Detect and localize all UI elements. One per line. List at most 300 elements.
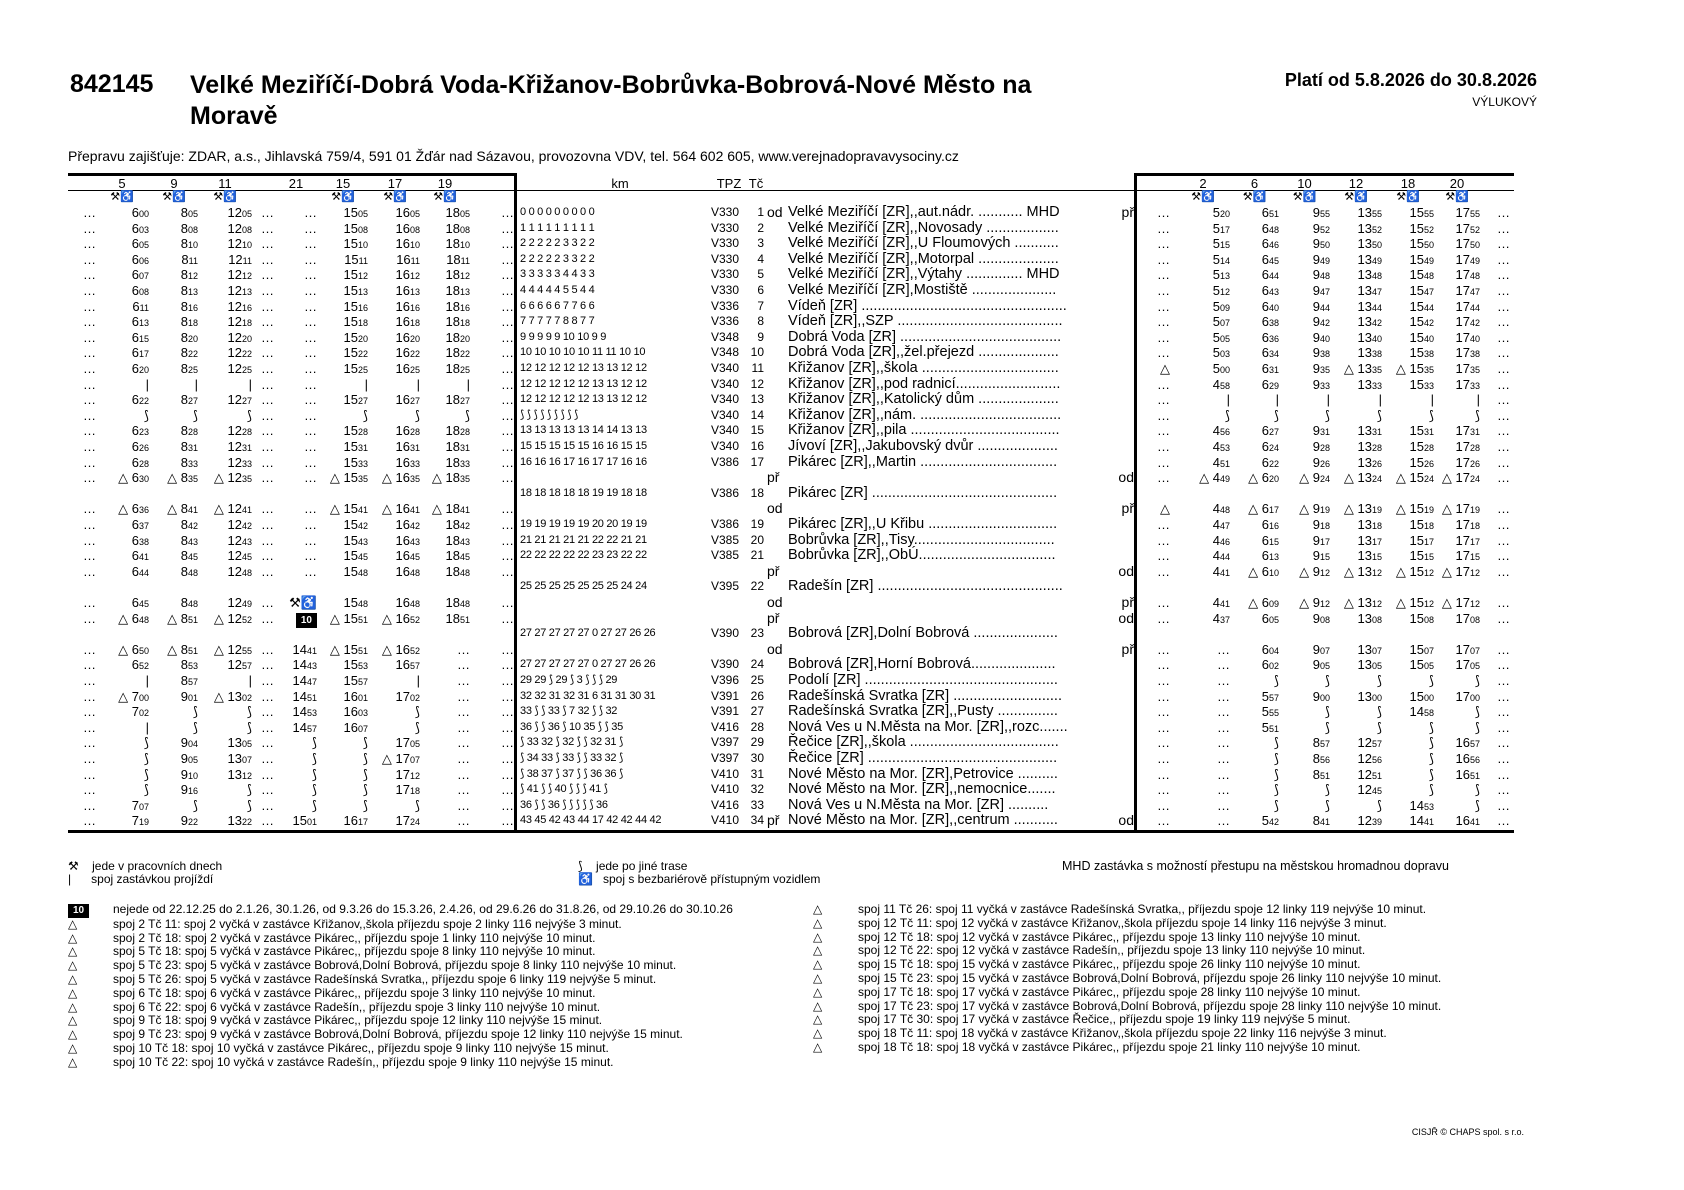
minute: 26: [138, 443, 149, 453]
footnote: [68, 932, 778, 946]
symbol: …: [261, 376, 274, 392]
time-cell: [470, 345, 514, 361]
hour: 4: [1212, 563, 1220, 579]
minute: 36: [138, 505, 149, 516]
stop-name: Nová Ves u N.Města na Mor. [ZR],,rozc.......: [788, 718, 1068, 735]
time-cell: [470, 299, 514, 315]
minute: 22: [241, 817, 252, 828]
service-code-icon: ⚒♿: [1292, 191, 1317, 203]
symbol: …: [457, 766, 470, 782]
time-cell: [1382, 564, 1434, 582]
footnote-text: spoj 5 Tč 23: spoj 5 vyčká v zastávce Bobrová,Dolní Bobrová, příjezdu spoje 8 linky 110 nejvýše 10 minut.: [113, 958, 677, 973]
hour: 9: [1312, 251, 1320, 267]
minute: 56: [1319, 755, 1330, 765]
hour: 9: [1312, 610, 1320, 626]
symbol: …: [501, 220, 514, 236]
hour: 16: [396, 251, 411, 267]
minute: 28: [1319, 443, 1330, 453]
hour: 9: [1312, 548, 1320, 564]
time-cell: [1382, 767, 1434, 783]
hour: 12: [227, 423, 242, 439]
service-code-icon: ⚒♿: [1344, 191, 1368, 203]
time-cell: [318, 408, 368, 424]
symbol: ⟆: [1376, 797, 1382, 813]
hour: 4: [1212, 439, 1220, 454]
stop-flag-end: př: [1121, 500, 1134, 517]
time-cell: [370, 673, 420, 689]
hour: 9: [1312, 220, 1320, 236]
wait-triangle-icon: △: [813, 957, 823, 972]
km-values: 27 27 27 27 27 0 27 27 26 26: [520, 658, 656, 671]
symbol: …: [1157, 454, 1170, 470]
time-cell: [420, 751, 470, 767]
wait-triangle-icon: △: [118, 688, 132, 704]
symbol: …: [261, 501, 274, 517]
minute: 27: [1268, 427, 1279, 438]
minute: 16: [187, 302, 198, 313]
symbol: …: [1497, 392, 1510, 408]
symbol: …: [261, 236, 274, 252]
footnote-text: spoj 12 Tč 11: spoj 12 vyčká v zastávce Křižanov,,škola příjezdu spoje 14 linky 116 nejvýše 3 minut.: [858, 915, 1387, 930]
time-cell: [370, 720, 420, 736]
service-code-icon: ⚒♿: [1445, 191, 1469, 203]
wait-triangle-icon: △: [1299, 501, 1313, 517]
minute: 48: [459, 599, 470, 609]
minute: 41: [1469, 817, 1480, 828]
minute: 35: [1319, 365, 1330, 375]
symbol: …: [83, 797, 96, 813]
symbol: ⟆: [1273, 673, 1279, 688]
hour: 5: [1212, 361, 1220, 376]
hour: 6: [131, 361, 139, 376]
minute: 50: [138, 645, 149, 656]
km-header: km: [611, 176, 629, 191]
stop-name: Bobrová [ZR],Horní Bobrová.....................: [788, 656, 1056, 673]
time-cell: [68, 517, 96, 533]
time-cell: [68, 236, 96, 252]
hour: 8: [180, 673, 188, 688]
minute: 48: [1469, 271, 1480, 282]
hour: 6: [1261, 548, 1269, 564]
symbol: …: [1497, 470, 1510, 486]
symbol: …: [457, 813, 470, 829]
hour: 6: [131, 501, 139, 517]
minute: 18: [241, 318, 252, 329]
symbol: …: [501, 595, 514, 610]
symbol: ⟆: [1428, 735, 1434, 751]
minute: 17: [1423, 536, 1434, 547]
symbol: …: [83, 563, 96, 579]
stop-flag: př: [767, 812, 780, 829]
time-cell: [275, 330, 317, 346]
minute: 06: [138, 255, 149, 266]
symbol: …: [304, 548, 317, 564]
symbol: ⟆: [1324, 797, 1330, 813]
wait-triangle-icon: △: [213, 610, 228, 626]
symbol: …: [304, 345, 317, 361]
symbol: …: [1217, 657, 1230, 673]
wait-triangle-icon: △: [1395, 361, 1410, 376]
time-cell: [1330, 720, 1382, 736]
wait-triangle-icon: △: [1343, 361, 1358, 376]
time-cell: [275, 517, 317, 533]
minute: 57: [1268, 692, 1279, 703]
minute: 56: [1469, 755, 1480, 765]
tpz-code: V395: [711, 579, 740, 594]
hour: 17: [1455, 439, 1470, 454]
stop-name: Nová Ves u N.Města na Mor. [ZR] ..........: [788, 796, 1049, 813]
minute: 46: [1219, 536, 1230, 547]
hour: 9: [1312, 470, 1320, 486]
hour: 9: [1312, 267, 1320, 283]
stop-flag: od: [767, 640, 783, 657]
symbol: |: [466, 376, 470, 392]
hour: 6: [131, 283, 139, 298]
minute: 18: [1319, 521, 1330, 531]
time-cell: [470, 611, 514, 627]
symbol: |: [1275, 392, 1279, 408]
symbol: …: [304, 236, 317, 252]
minute: 50: [1469, 240, 1480, 251]
minute: 00: [138, 209, 149, 219]
time-cell: [252, 455, 274, 471]
hour: 17: [395, 782, 410, 798]
time-cell: [1140, 408, 1170, 424]
minute: 24: [1319, 474, 1330, 485]
stop-name: Nové Město na Mor. [ZR],,centrum ...........: [788, 812, 1058, 829]
wheelchair-icon: ♿: [578, 872, 593, 886]
time-cell: [1230, 392, 1279, 408]
minute: 51: [187, 614, 198, 625]
hour: 17: [1455, 454, 1470, 470]
stop-name: Velké Meziříčí [ZR],,Výtahy .............. MHD: [788, 266, 1060, 283]
stop-name: Velké Meziříčí [ZR],,U Floumových ...........: [788, 235, 1059, 252]
hour: 16: [395, 501, 410, 517]
minute: 08: [1423, 614, 1434, 625]
symbol: ⟆: [246, 407, 252, 423]
tc-number: 20: [750, 532, 764, 547]
wait-triangle-icon: △: [68, 1027, 78, 1042]
symbol: |: [248, 673, 252, 688]
km-values: 7 7 7 7 7 8 8 7 7: [520, 315, 595, 328]
hour: 16: [395, 454, 410, 470]
minute: 08: [187, 224, 198, 235]
minute: 14: [1219, 255, 1230, 266]
hour: 5: [1261, 719, 1269, 735]
minute: 51: [1469, 770, 1480, 781]
time-cell: [1279, 408, 1330, 424]
time-cell: [1480, 611, 1510, 627]
time-cell: [275, 361, 317, 377]
minute: 08: [357, 224, 368, 235]
time-cell: [1382, 735, 1434, 751]
stop-name: Pikárec [ZR],,Martin ..................................: [788, 453, 1058, 470]
time-cell: [68, 501, 96, 517]
minute: 17: [1319, 536, 1330, 547]
minute: 02: [1268, 661, 1279, 672]
time-cell: [252, 751, 274, 767]
minute: 04: [187, 739, 198, 750]
symbol: …: [1497, 376, 1510, 392]
symbol: …: [1497, 267, 1510, 283]
hour: 6: [1261, 376, 1269, 392]
symbol: ⟆: [1324, 673, 1330, 688]
time-cell: [1480, 798, 1510, 814]
symbol: …: [304, 283, 317, 298]
hour: 9: [1312, 439, 1320, 454]
symbol: ⟆: [1273, 797, 1279, 813]
symbol: …: [261, 610, 274, 626]
tc-number: 25: [750, 673, 764, 687]
minute: 08: [138, 287, 149, 297]
stop-flag: př: [767, 609, 780, 626]
tpz-code: V336: [711, 314, 740, 329]
symbol: …: [501, 563, 514, 579]
stop-flag: od: [767, 594, 783, 610]
hour: 18: [445, 454, 460, 470]
tpz-code: V385: [711, 548, 740, 563]
symbol: …: [83, 641, 96, 657]
minute: 37: [1219, 614, 1230, 625]
hour: 15: [1409, 548, 1424, 564]
symbol: …: [1497, 501, 1510, 517]
minute: 45: [409, 552, 420, 563]
minute: 12: [1371, 567, 1382, 578]
hour: 6: [1261, 501, 1269, 517]
symbol: …: [261, 704, 274, 720]
tpz-code: V330: [711, 236, 740, 251]
minute: 27: [357, 396, 368, 407]
minute: 48: [357, 567, 368, 578]
minute: 08: [1371, 614, 1382, 625]
km-values: 12 12 12 12 12 13 13 12 12: [520, 377, 647, 390]
symbol: …: [501, 782, 514, 798]
symbol: ⟆: [1428, 719, 1434, 735]
time-cell: [1480, 548, 1510, 564]
hour: 14: [292, 688, 307, 704]
hour: 16: [1455, 813, 1470, 829]
time-cell: [275, 252, 317, 268]
time-cell: [150, 704, 198, 720]
symbol: …: [83, 407, 96, 423]
symbol: …: [1157, 392, 1170, 408]
minute: 19: [1319, 505, 1330, 516]
symbol: ⟆: [1376, 719, 1382, 735]
symbol: …: [304, 407, 317, 423]
minute: 19: [1371, 505, 1382, 516]
symbol: …: [261, 548, 274, 564]
minute: 00: [1219, 365, 1230, 375]
symbol: …: [83, 766, 96, 782]
minute: 26: [1469, 458, 1480, 469]
wait-triangle-icon: △: [1248, 501, 1262, 517]
hour: 18: [445, 236, 460, 252]
time-cell: [1434, 470, 1480, 488]
time-cell: [470, 548, 514, 564]
minute: 41: [409, 505, 420, 516]
hour: 12: [1357, 813, 1372, 829]
time-cell: [1382, 751, 1434, 767]
wait-triangle-icon: △: [381, 610, 396, 626]
minute: 49: [1371, 255, 1382, 266]
time-cell: [198, 611, 252, 629]
hour: 17: [1455, 329, 1470, 345]
tpz-code: V397: [711, 751, 740, 765]
time-cell: [1382, 470, 1434, 488]
minute: 53: [306, 708, 317, 719]
symbol: …: [1497, 813, 1510, 829]
symbol: |: [145, 376, 149, 392]
hour: 8: [180, 220, 188, 236]
symbol: …: [83, 329, 96, 345]
time-cell: [420, 470, 470, 488]
hour: 15: [343, 423, 358, 439]
footnote: [68, 1028, 778, 1042]
wait-triangle-icon: △: [213, 501, 228, 517]
time-cell: [252, 205, 274, 221]
time-cell: [95, 673, 149, 689]
service-code-icon: ⚒♿: [162, 191, 186, 203]
time-cell: [275, 221, 317, 237]
hour: 6: [131, 563, 139, 579]
hour: 16: [395, 283, 410, 298]
hour: 15: [292, 813, 307, 829]
minute: 22: [409, 349, 420, 360]
symbol: …: [1157, 283, 1170, 298]
symbol: …: [304, 470, 317, 486]
hour: 16: [395, 641, 410, 657]
symbol: …: [83, 657, 96, 673]
symbol: ⟆: [246, 782, 252, 798]
hour: 6: [1261, 563, 1269, 579]
minute: 20: [409, 333, 420, 344]
symbol: …: [1217, 766, 1230, 782]
stop-flag-end: př: [1121, 640, 1134, 657]
symbol: …: [1497, 329, 1510, 345]
wait-triangle-icon: △: [1441, 501, 1456, 517]
footnote: [68, 918, 778, 932]
hour: 12: [228, 251, 243, 267]
tpz-code: V340: [711, 361, 740, 375]
minute: 52: [409, 614, 420, 625]
time-cell: [1480, 221, 1510, 237]
footnote-text: spoj 18 Tč 11: spoj 18 vyčká v zastávce Křižanov,,škola příjezdu spoje 22 linky 116 nejvýše 3 minut.: [858, 1026, 1387, 1041]
time-cell: [1480, 689, 1510, 705]
hour: 8: [180, 329, 188, 345]
footnote: [813, 903, 1513, 917]
minute: 31: [1423, 427, 1434, 438]
hour: 16: [395, 267, 410, 283]
hour: 8: [180, 361, 188, 376]
minute: 52: [1423, 224, 1434, 235]
time-cell: [95, 751, 149, 767]
symbol: |: [194, 376, 198, 392]
symbol: …: [83, 688, 96, 704]
time-cell: [420, 735, 470, 751]
minute: 33: [459, 458, 470, 469]
hour: 4: [1212, 376, 1220, 392]
hour: 15: [1409, 220, 1424, 236]
stop-name: Bobrůvka [ZR],,Tisy...................................: [788, 531, 1055, 548]
hour: 15: [1409, 251, 1424, 267]
minute: 22: [187, 817, 198, 828]
hour: 12: [227, 314, 242, 330]
time-cell: [252, 439, 274, 455]
minute: 43: [187, 536, 198, 547]
footnote-text: spoj 12 Tč 18: spoj 12 vyčká v zastávce Pikárec,, příjezdu spoje 13 linky 110 nejvýše 10 minut.: [858, 929, 1361, 944]
km-values: 19 19 19 19 19 20 20 19 19: [520, 518, 647, 530]
time-cell: [1434, 392, 1480, 408]
time-cell: [68, 767, 96, 783]
tc-number: 24: [750, 657, 764, 672]
minute: 55: [1319, 209, 1330, 219]
time-cell: [1382, 673, 1434, 689]
minute: 19: [138, 817, 149, 828]
hour: 15: [343, 298, 358, 314]
symbol: …: [261, 719, 274, 735]
time-cell: [68, 345, 96, 361]
hour: 8: [1312, 766, 1320, 782]
time-cell: [1480, 455, 1510, 471]
minute: 45: [187, 552, 198, 563]
minute: 02: [138, 708, 149, 719]
footnote-mark: [813, 986, 858, 1000]
note-10-box: 10: [68, 904, 89, 918]
symbol: |: [364, 376, 368, 392]
time-cell: [1279, 720, 1330, 736]
wait-triangle-icon: △: [68, 1013, 78, 1028]
minute: 51: [1371, 770, 1382, 781]
minute: 47: [1423, 287, 1434, 297]
hour: 9: [1312, 657, 1320, 673]
wait-triangle-icon: △: [1395, 595, 1410, 610]
symbol: …: [83, 782, 96, 798]
time-cell: [68, 299, 96, 315]
footnote-text: nejede od 22.12.25 do 2.1.26, 30.1.26, od 9.3.26 do 15.3.26, 2.4.26, od 29.6.26 do 31.8.26, od 29.10.26 do 30.10.26: [113, 902, 733, 916]
hour: 8: [180, 236, 188, 252]
hour: 12: [227, 392, 242, 408]
hour: 6: [131, 454, 139, 470]
tc-number: 4: [757, 251, 764, 266]
other-route-icon: ⟆: [578, 859, 583, 873]
time-cell: [1140, 533, 1170, 549]
symbol: …: [1497, 735, 1510, 751]
minute: 26: [1319, 458, 1330, 469]
time-cell: [1140, 236, 1170, 252]
symbol: …: [501, 704, 514, 720]
time-cell: [252, 673, 274, 689]
minute: 05: [1423, 661, 1434, 672]
hour: 13: [1357, 283, 1372, 298]
footnote: [813, 944, 1513, 958]
symbol: …: [83, 610, 96, 626]
time-cell: [470, 330, 514, 346]
hour: 9: [1312, 501, 1320, 517]
tpz-code: V330: [711, 205, 740, 219]
symbol: …: [261, 766, 274, 782]
footnote: [68, 1014, 778, 1028]
time-cell: [1480, 314, 1510, 330]
tpz-code: V416: [711, 719, 740, 734]
time-cell: [420, 782, 470, 798]
wait-triangle-icon: △: [167, 470, 181, 486]
hour: 5: [1212, 314, 1220, 330]
footnote-mark: [68, 945, 113, 959]
time-cell: [470, 221, 514, 237]
hour: 17: [1455, 517, 1470, 532]
minute: 41: [306, 645, 317, 656]
stop-name: Bobrůvka [ZR],,ObÚ..................................: [788, 547, 1056, 564]
